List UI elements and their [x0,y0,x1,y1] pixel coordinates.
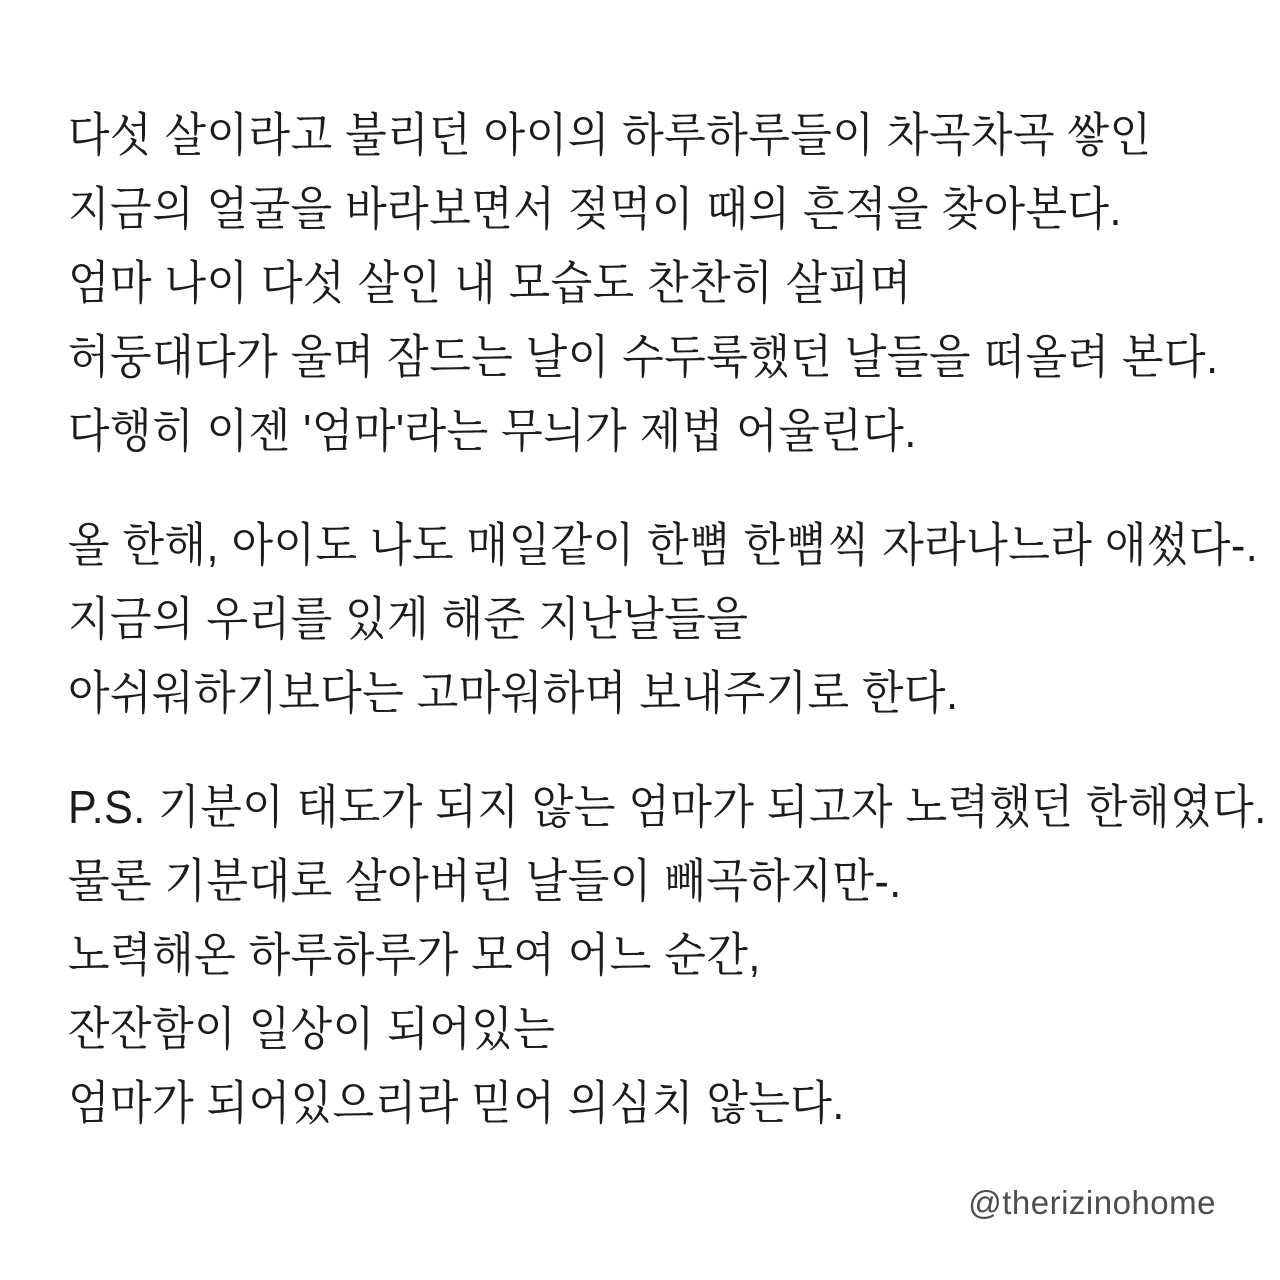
text-line: 잔잔함이 일상이 되어있는 [68,1004,556,1056]
account-watermark: @therizinohome [968,1184,1216,1221]
text-line: P.S. 기분이 태도가 되지 않는 엄마가 되고자 노력했던 한해였다. [68,782,1267,834]
text-line: 허둥대다가 울며 잠드는 날이 수두룩했던 날들을 떠올려 본다. [68,332,1219,384]
paragraph-2 [68,506,1259,728]
text-line: 다행히 이젠 '엄마'라는 무늬가 제법 어울린다. [68,406,917,458]
text-line: 엄마가 되어있으리라 믿어 의심치 않는다. [68,1078,845,1130]
text-line: 엄마 나이 다섯 살인 내 모습도 찬찬히 살피며 [68,258,912,310]
paragraph-3-postscript [68,768,1267,1138]
text-line: 지금의 우리를 있게 해준 지난날들을 [68,594,749,646]
paragraph-1 [68,96,1220,466]
essay-text [68,96,1267,1138]
text-line: 아쉬워하기보다는 고마워하며 보내주기로 한다. [68,668,959,720]
text-line: 올 한해, 아이도 나도 매일같이 한뼘 한뼘씩 자라나느라 애썼다-. [68,520,1259,572]
text-line: 물론 기분대로 살아버린 날들이 빼곡하지만-. [68,856,902,908]
text-line: 다섯 살이라고 불리던 아이의 하루하루들이 차곡차곡 쌓인 [68,110,1152,162]
text-line: 지금의 얼굴을 바라보면서 젖먹이 때의 흔적을 찾아본다. [68,184,1123,236]
text-line: 노력해온 하루하루가 모여 어느 순간, [68,930,761,982]
